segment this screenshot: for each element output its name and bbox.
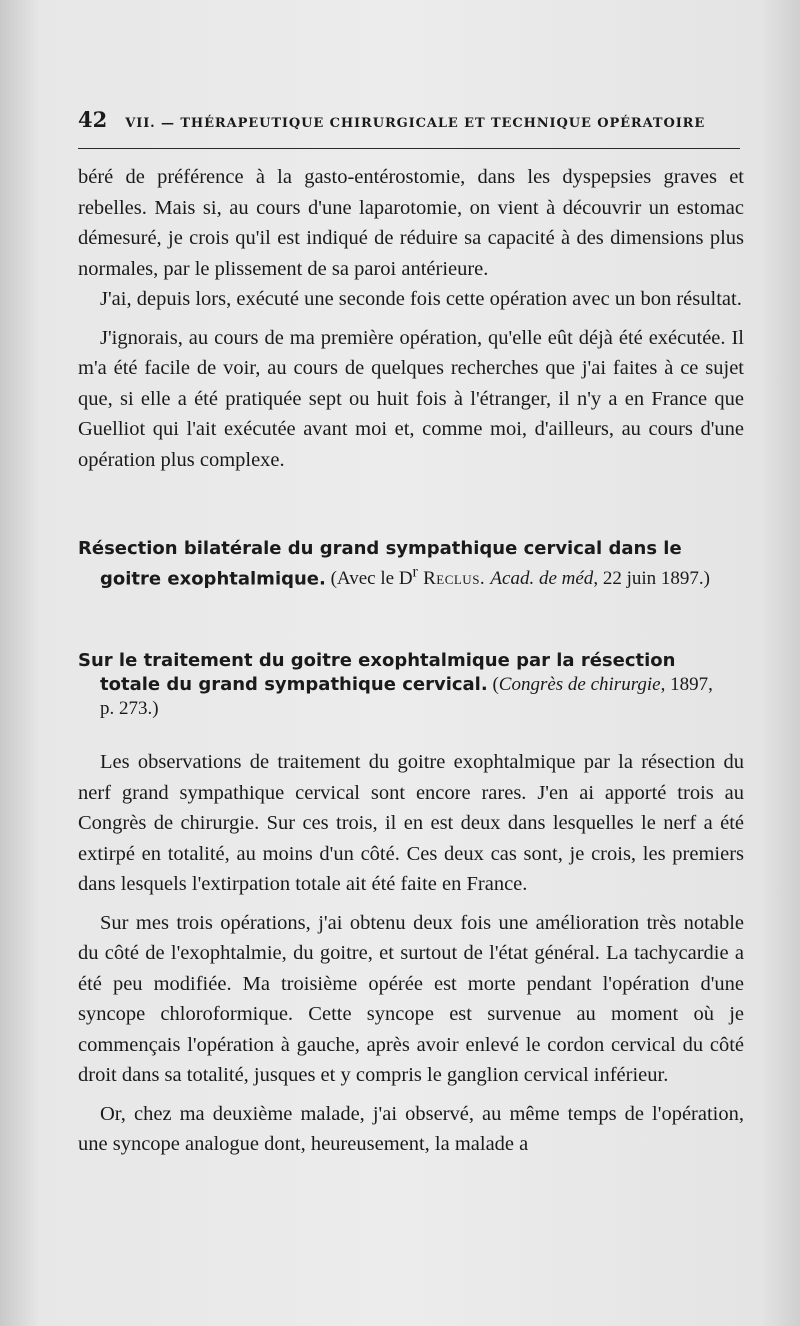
section-2-title-cont: totale du grand sympathique cervical. bbox=[100, 674, 488, 696]
section-1-cite-journal: Acad. de méd bbox=[490, 568, 594, 590]
section-1-title-line-2 bbox=[78, 561, 744, 591]
page-body bbox=[78, 162, 744, 1160]
section-1-cite-sup: r bbox=[412, 564, 418, 581]
section-2-paragraph-2: Sur mes trois opérations, j'ai obtenu deux fois une amélioration très notable du côté de l'exophtalmie, du goitre, et surtout de l'état général. La tachycardie a été peu modifiée. Ma troisième opérée est morte pendant l'opération d'une syncope chloroformique. Cette syncope est survenue au moment où je commençais l'opération à gauche, après avoir enlevé le cordon cervical du côté droit dans sa totalité, jusques et y compris le ganglion cervical inférieur. bbox=[78, 911, 744, 1087]
section-resection-bilaterale bbox=[78, 537, 744, 591]
section-2-cite-pages: p. 273.) bbox=[100, 698, 159, 720]
section-1-cite-name: Reclus. bbox=[417, 568, 491, 590]
section-2-paragraph-1: Les observations de traitement du goitre exophtalmique par la résection du nerf grand sympathique cervical sont encore rares. J'en ai apporté trois au Congrès de chirurgie. Sur ces trois, il en est deux dans lesquelles le nerf a été extirpé en totalité, au moins d'un côté. Ces deux cas sont, je crois, les premiers dans lesquels l'extirpation totale ait été faite en France. bbox=[78, 751, 744, 896]
running-head: VII. — THÉRAPEUTIQUE CHIRURGICALE ET TECHNIQUE OPÉRATOIRE bbox=[125, 116, 706, 131]
section-1-citation bbox=[325, 564, 710, 590]
section-1-cite-open: (Avec le D bbox=[325, 568, 413, 590]
section-2-title-line-1: Sur le traitement du goitre exophtalmique par la résection bbox=[78, 650, 676, 672]
header-rule bbox=[78, 148, 740, 149]
section-1-title bbox=[78, 537, 744, 591]
section-2-citation bbox=[488, 674, 713, 695]
section-2-title bbox=[78, 649, 744, 721]
section-2-cite-date: , 1897, bbox=[660, 674, 713, 696]
section-2-title-line-2 bbox=[78, 673, 744, 697]
intro-paragraph-2: J'ai, depuis lors, exécuté une seconde fois cette opération avec un bon résultat. bbox=[100, 288, 742, 310]
section-1-title-cont: goitre exophtalmique. bbox=[100, 568, 326, 590]
intro-paragraph-3: J'ignorais, au cours de ma première opération, qu'elle eût déjà été exécutée. Il m'a été facile de voir, au cours de quelques recherches que j'ai faites à ce sujet que, si elle a été pratiquée sept ou huit fois à l'étranger, il n'y a en France que Guelliot qui l'ait exécutée avant moi et, comme moi, d'ailleurs, au cours d'une opération plus complexe. bbox=[78, 326, 744, 471]
page-header bbox=[78, 107, 738, 132]
section-1-cite-date: , 22 juin 1897.) bbox=[593, 568, 710, 590]
section-traitement-goitre bbox=[78, 649, 744, 1160]
section-2-cite-journal: Congrès de chirurgie bbox=[498, 674, 661, 696]
intro-paragraph-1: béré de préférence à la gasto-entérostomie, dans les dyspepsies graves et rebelles. Mais si, au cours d'une laparotomie, on vient à découvrir un estomac démesuré, je crois qu'il est indiqué de réduire sa capacité à des dimensions plus normales, par le plissement de sa paroi antérieure. bbox=[78, 166, 744, 280]
page-number: 42 bbox=[78, 107, 108, 132]
section-1-title-line-1: Résection bilatérale du grand sympathique cervical dans le bbox=[78, 538, 682, 559]
section-2-paragraph-3: Or, chez ma deuxième malade, j'ai observé, au même temps de l'opération, une syncope analogue dont, heureusement, la malade a bbox=[78, 1102, 744, 1156]
section-2-cite-open: ( bbox=[487, 674, 499, 696]
